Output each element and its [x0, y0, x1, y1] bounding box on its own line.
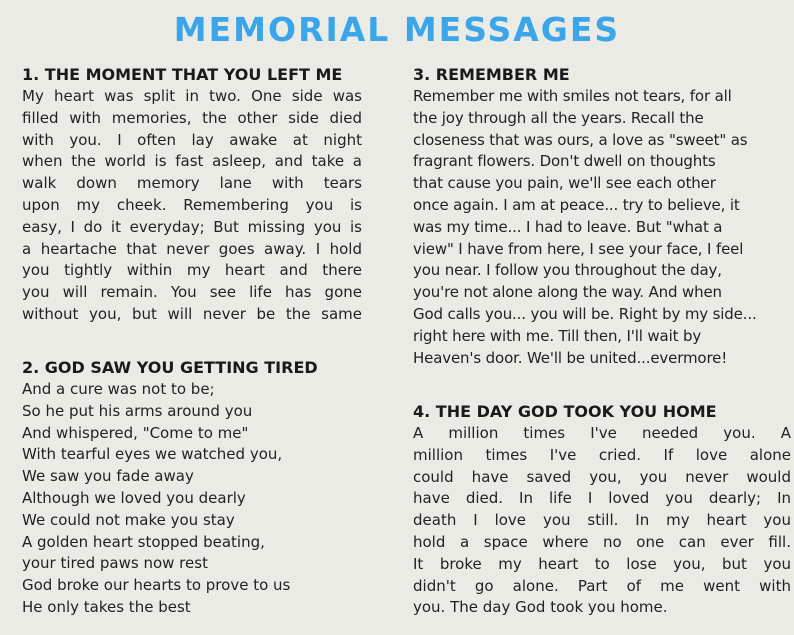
body-line: without you, but will never be the same: [22, 304, 362, 323]
section-god-saw-you-getting-tired: [22, 357, 362, 619]
section-body: [22, 86, 362, 326]
body-line: filled with memories, the other side died: [22, 108, 362, 127]
body-line: with you. I often lay awake at night: [22, 130, 362, 149]
body-line: hold a space where no one can ever fill.: [413, 532, 791, 551]
poem-line: God broke our hearts to prove to us: [22, 576, 291, 595]
poem-line: Although we loved you dearly: [22, 488, 246, 507]
body-line: you near. I follow you throughout the day,: [413, 261, 722, 280]
body-line: fragrant flowers. Don't dwell on thoughts: [413, 152, 716, 171]
section-moment-you-left-me: [22, 64, 362, 326]
section-heading: 4. THE DAY GOD TOOK YOU HOME: [413, 402, 717, 421]
poem-line: And a cure was not to be;: [22, 380, 215, 398]
section-day-god-took-you-home: [413, 401, 791, 619]
body-line: you're not alone along the way. And when: [413, 283, 722, 302]
body-line: you tightly within my heart and there: [22, 261, 362, 280]
section-heading: 2. GOD SAW YOU GETTING TIRED: [22, 358, 318, 377]
section-body: [413, 423, 791, 619]
body-line: Remember me with smiles not tears, for all: [413, 87, 732, 105]
body-line: a heartache that never goes away. I hold: [22, 239, 362, 258]
body-line: A million times I've needed you. A: [413, 424, 791, 442]
poem-line: With tearful eyes we watched you,: [22, 445, 283, 464]
poem-line: your tired paws now rest: [22, 554, 208, 573]
body-line: easy, I do it everyday; But missing you is: [22, 217, 362, 236]
body-line: you will remain. You see life has gone: [22, 283, 362, 302]
body-line: Heaven's door. We'll be united...evermore!: [413, 348, 728, 367]
poem-line: We could not make you stay: [22, 510, 235, 529]
body-line: upon my cheek. Remembering you is: [22, 195, 362, 214]
body-line: was my time... I had to leave. But "what a: [413, 217, 723, 236]
section-remember-me: [413, 64, 791, 369]
section-heading: 1. THE MOMENT THAT YOU LEFT ME: [22, 65, 343, 84]
body-line: view" I have from here, I see your face, I feel: [413, 239, 744, 258]
body-line: could have saved you, you never would: [413, 467, 791, 486]
body-line: the joy through all the years. Recall the: [413, 108, 704, 127]
body-line: have died. In life I loved you dearly; In: [413, 489, 791, 508]
poem-line: We saw you fade away: [22, 467, 194, 486]
section-body: [22, 379, 362, 619]
body-line: once again. I am at peace... try to believe, it: [413, 195, 740, 214]
body-line: didn't go alone. Part of me went with: [413, 576, 791, 595]
body-line: walk down memory lane with tears: [22, 174, 362, 193]
body-line: when the world is fast asleep, and take a: [22, 152, 362, 171]
body-line: closeness that was ours, a love as "sweet" as: [413, 130, 748, 149]
body-line: My heart was split in two. One side was: [22, 87, 362, 105]
poem-line: So he put his arms around you: [22, 401, 253, 420]
section-body: [413, 86, 791, 369]
page-title: MEMORIAL MESSAGES: [173, 10, 621, 49]
section-heading: 3. REMEMBER ME: [413, 65, 570, 84]
body-line: God calls you... you will be. Right by my side...: [413, 304, 757, 323]
body-line: It broke my heart to lose you, but you: [413, 554, 791, 573]
poem-line: A golden heart stopped beating,: [22, 532, 265, 551]
body-line: that cause you pain, we'll see each other: [413, 174, 716, 193]
poem-line: And whispered, "Come to me": [22, 423, 249, 442]
body-line: death I love you still. In my heart you: [413, 511, 791, 530]
poem-line: He only takes the best: [22, 597, 191, 616]
body-line: right here with me. Till then, I'll wait by: [413, 326, 702, 345]
body-line: you. The day God took you home.: [413, 598, 668, 617]
body-line: million times I've cried. If love alone: [413, 445, 791, 464]
